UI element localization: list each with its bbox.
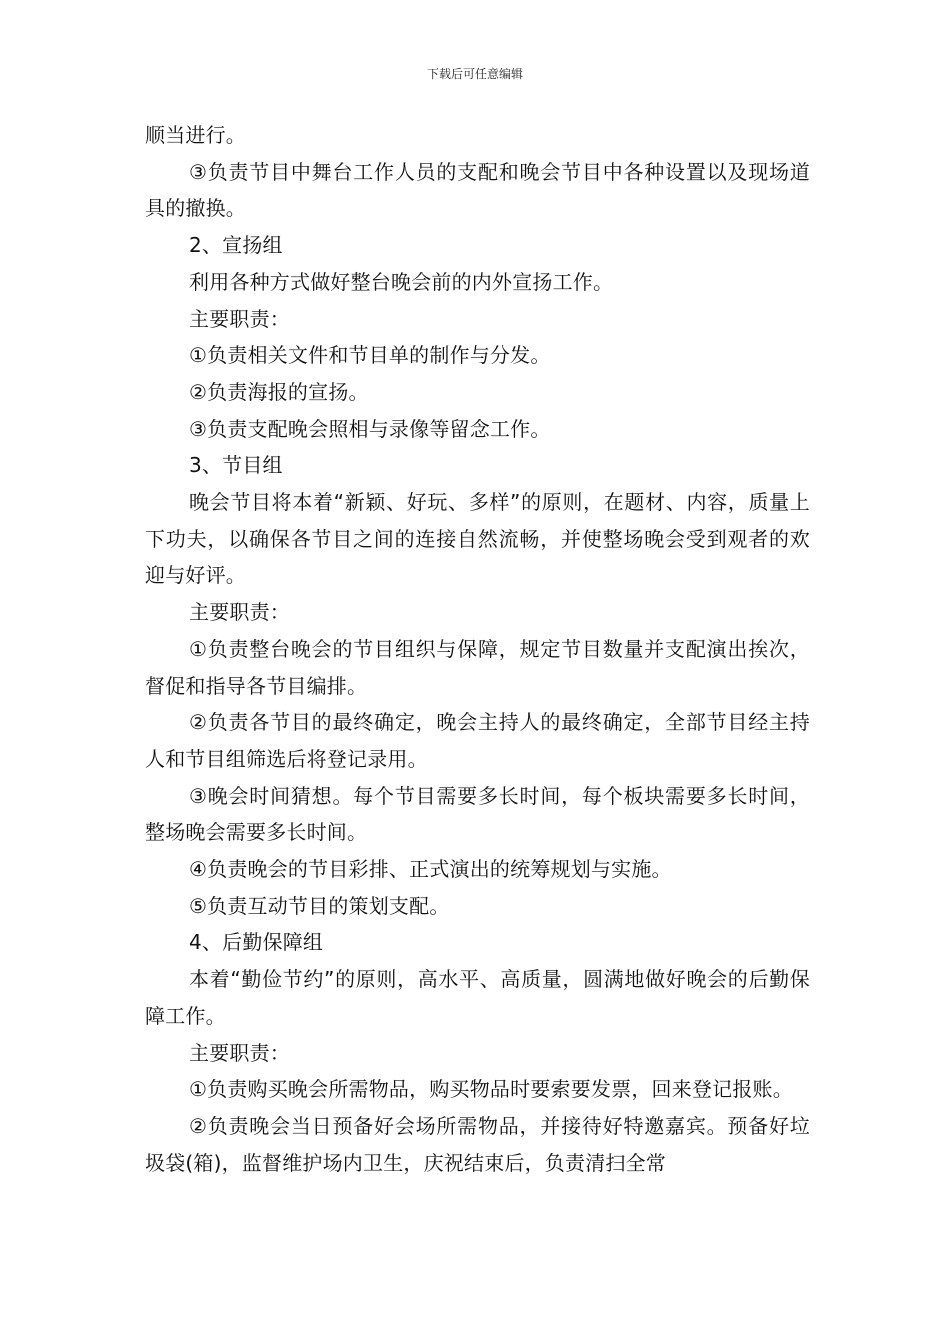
section-heading: 2、宣扬组 bbox=[189, 233, 283, 258]
page-header: 下载后可任意编辑 bbox=[426, 67, 523, 81]
list-item: ①负责相关文件和节目单的制作与分发。 bbox=[189, 343, 551, 368]
section-heading: 3、节目组 bbox=[189, 453, 283, 478]
paragraph: 晚会节目将本着“新颖、好玩、多样”的原则，在题材、内容，质量上下功夫，以确保各节目之间的连接自然流畅，并使整场晚会受到观者的欢迎与好评。 bbox=[145, 490, 810, 588]
list-item: ⑤负责互动节目的策划支配。 bbox=[189, 893, 450, 918]
section-heading: 4、后勤保障组 bbox=[189, 930, 324, 955]
list-item: ②负责各节目的最终确定，晚会主持人的最终确定，全部节目经主持人和节目组筛选后将登记录用。 bbox=[145, 710, 810, 771]
document-body bbox=[145, 117, 810, 1181]
list-item: ②负责晚会当日预备好会场所需物品，并接待好特邀嘉宾。预备好垃圾袋(箱)，监督维护场内卫生，庆祝结束后，负责清扫全常 bbox=[145, 1113, 810, 1175]
responsibilities-label: 主要职责： bbox=[189, 600, 290, 625]
list-item: ②负责海报的宣扬。 bbox=[189, 379, 369, 404]
responsibilities-label: 主要职责： bbox=[189, 1040, 290, 1065]
responsibilities-label: 主要职责： bbox=[189, 306, 290, 331]
list-item: ③晚会时间猜想。每个节目需要多长时间，每个板块需要多长时间，整场晚会需要多长时间。 bbox=[145, 783, 810, 845]
paragraph: 本着“勤俭节约”的原则，高水平、高质量，圆满地做好晚会的后勤保障工作。 bbox=[145, 967, 810, 1028]
paragraph: 利用各种方式做好整台晚会前的内外宣扬工作。 bbox=[189, 269, 614, 294]
paragraph: ③负责节目中舞台工作人员的支配和晚会节目中各种设置以及现场道具的撤换。 bbox=[145, 159, 810, 221]
list-item: ③负责支配晚会照相与录像等留念工作。 bbox=[189, 416, 551, 441]
list-item: ①负责购买晚会所需物品，购买物品时要索要发票，回来登记报账。 bbox=[189, 1077, 793, 1102]
list-item: ④负责晚会的节目彩排、正式演出的统筹规划与实施。 bbox=[189, 857, 672, 882]
list-item: ①负责整台晚会的节目组织与保障，规定节目数量并支配演出挨次，督促和指导各节目编排。 bbox=[145, 636, 810, 698]
paragraph: 顺当进行。 bbox=[145, 123, 246, 147]
